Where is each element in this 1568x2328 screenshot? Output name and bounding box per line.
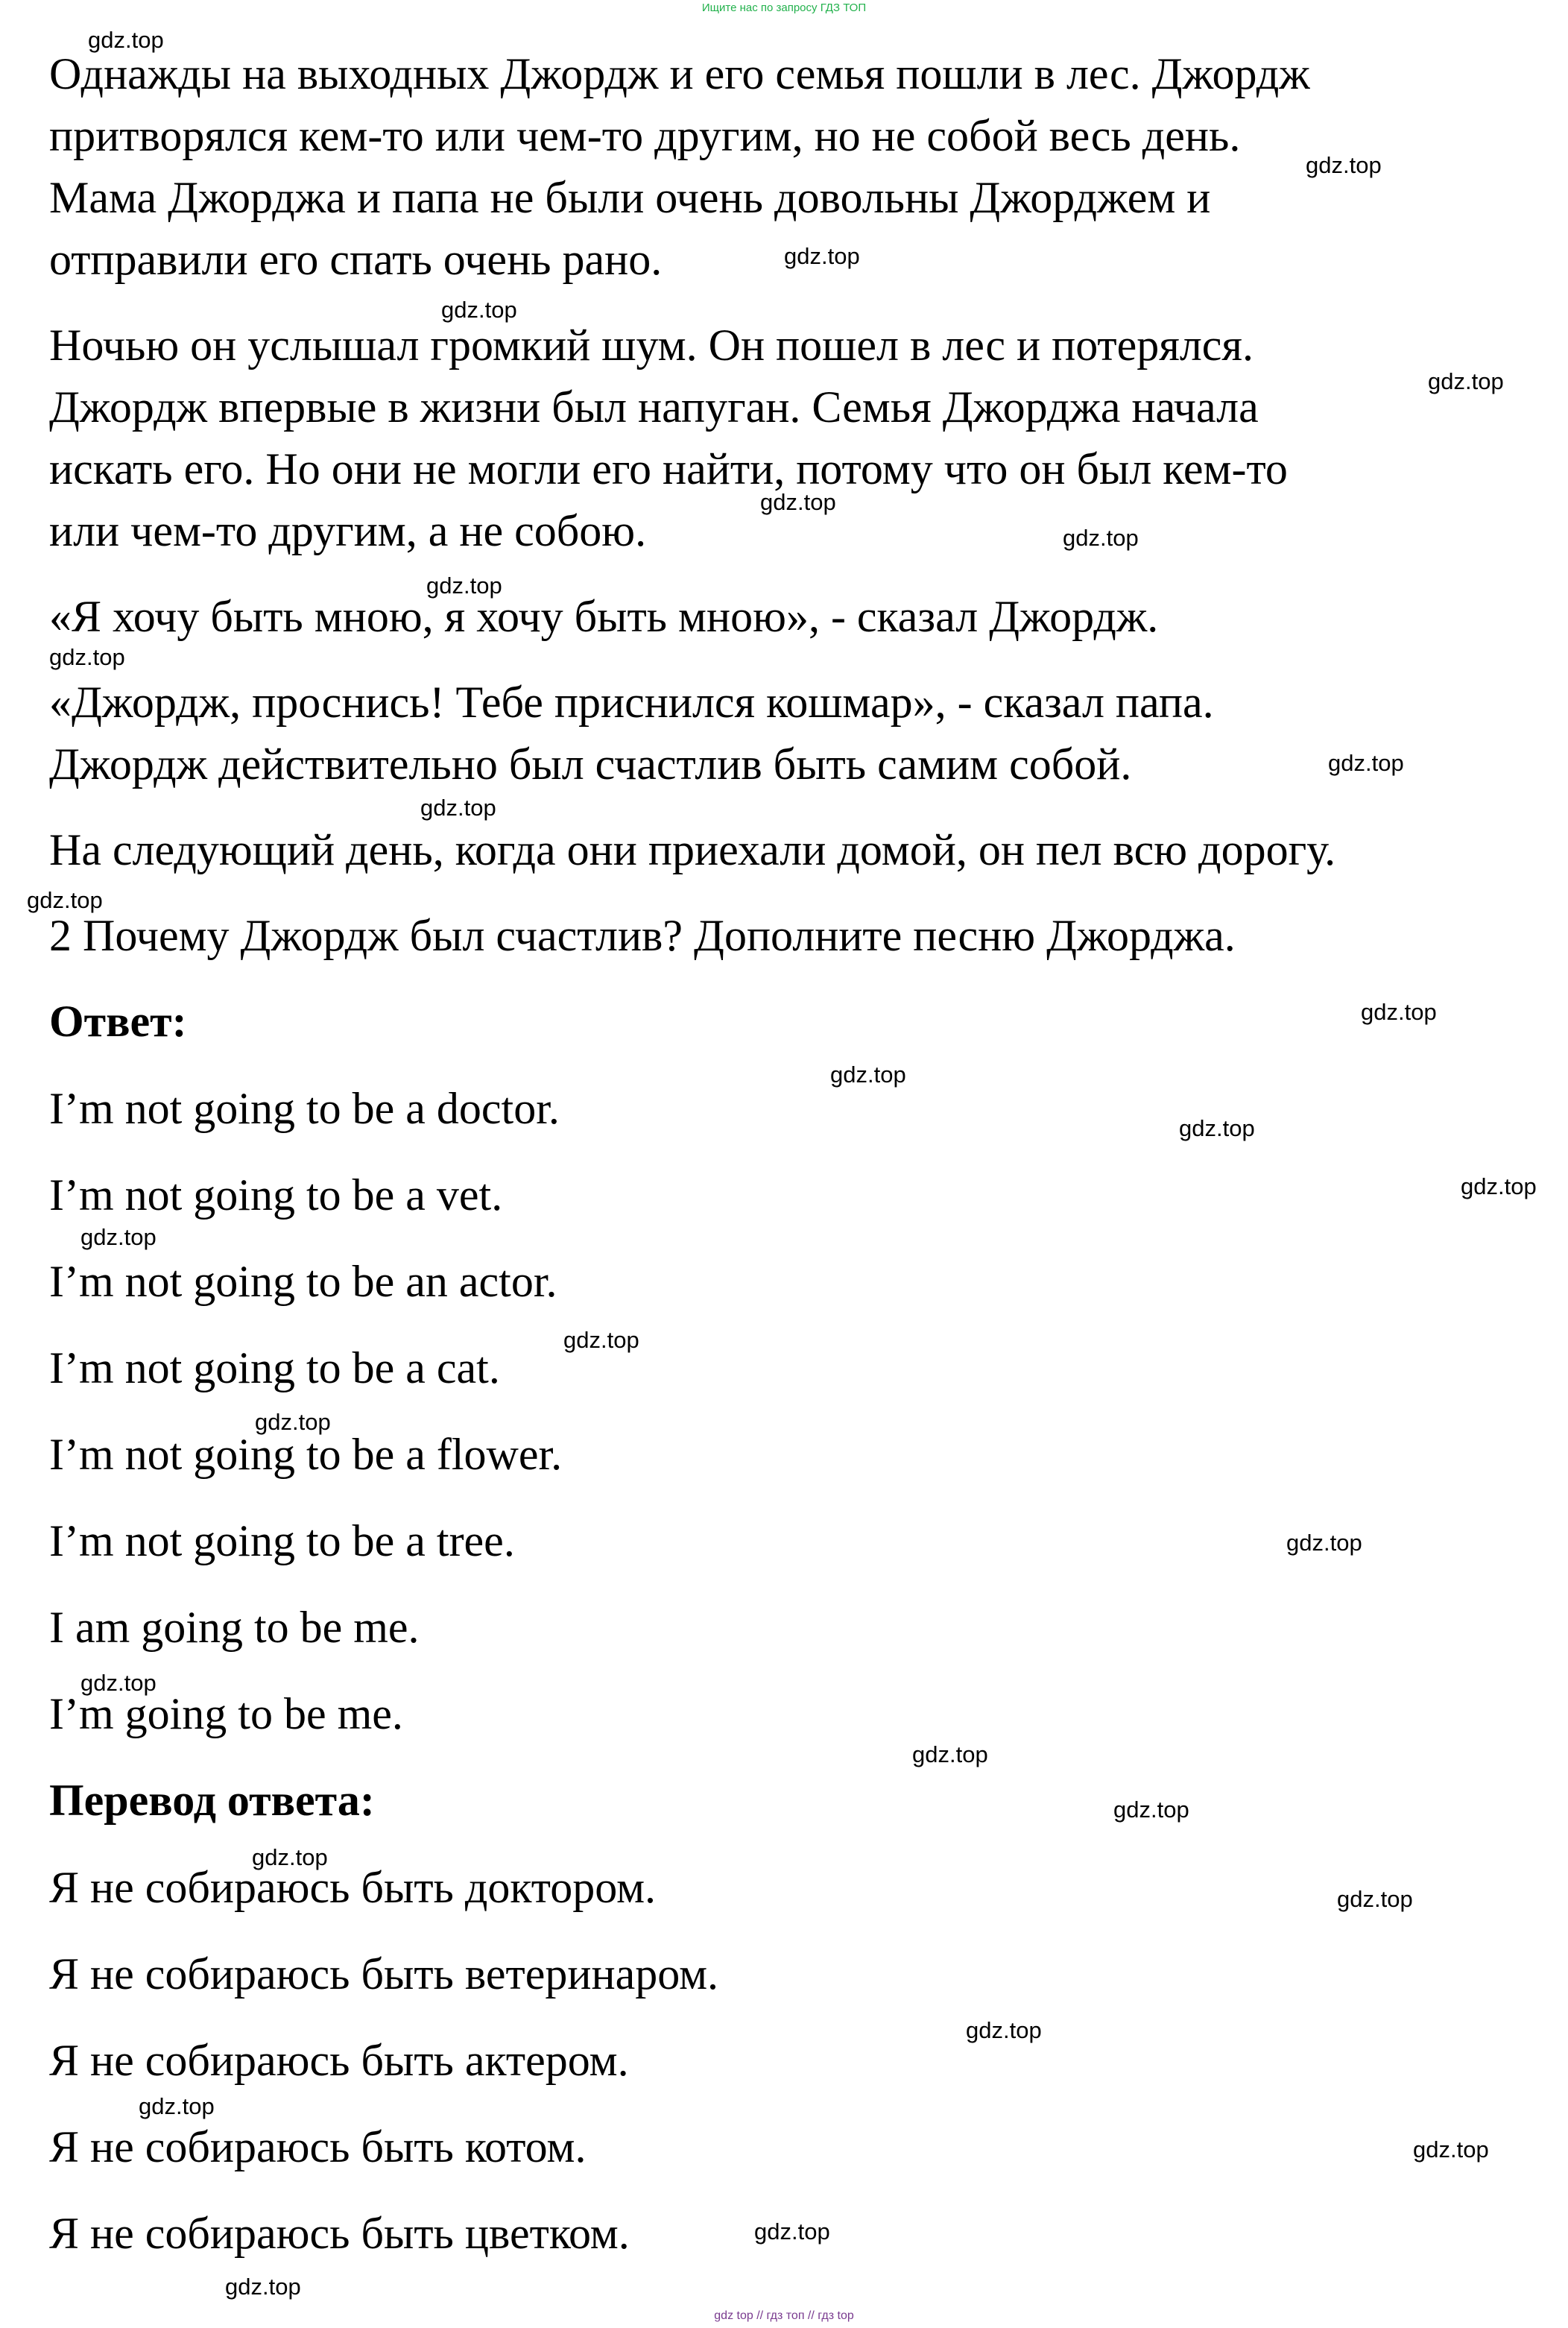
translation-line: Я не собираюсь быть котом.: [49, 2122, 587, 2171]
watermark: gdz.top: [441, 297, 517, 323]
text-line: Джордж впервые в жизни был напуган. Семья Джорджа начала: [49, 382, 1259, 432]
translation-list: [49, 1857, 1540, 2265]
story-paragraph-5: [49, 819, 1540, 881]
answer-line: I’m going to be me.: [49, 1689, 403, 1738]
text-line: Джордж действительно был счастлив быть самим собой.: [49, 739, 1132, 789]
text-line: «Джордж, проснись! Тебе приснился кошмар», - сказал папа.: [49, 678, 1214, 727]
text-line: Ночью он услышал громкий шум. Он пошел в лес и потерялся.: [49, 321, 1254, 370]
text-line: искать его. Но они не могли его найти, потому что он был кем-то: [49, 444, 1288, 493]
answer-line: I’m not going to be a tree.: [49, 1516, 515, 1565]
translation-line: Я не собираюсь быть цветком.: [49, 2209, 630, 2258]
watermark: gdz.top: [1328, 750, 1404, 776]
answer-line: I’m not going to be a flower.: [49, 1430, 563, 1479]
text-line: Однажды на выходных Джордж и его семья пошли в лес. Джордж: [49, 49, 1310, 98]
watermark: gdz.top: [912, 1741, 988, 1767]
answer-line: I am going to be me.: [49, 1603, 420, 1652]
watermark: gdz.top: [49, 644, 125, 670]
watermark: gdz.top: [784, 243, 860, 269]
watermark: gdz.top: [1286, 1530, 1362, 1556]
watermark: gdz.top: [225, 2274, 301, 2300]
task-text: 2 Почему Джордж был счастлив? Дополните песню Джорджа.: [49, 911, 1236, 960]
watermark: gdz.top: [420, 795, 496, 821]
top-banner: Ищите нас по запросу ГДЗ ТОП: [701, 1, 867, 14]
story-paragraph-4: [49, 672, 1540, 795]
watermark: gdz.top: [255, 1409, 331, 1435]
watermark: gdz.top: [1413, 2136, 1489, 2163]
answer-line: I’m not going to be a cat.: [49, 1343, 500, 1392]
watermark: gdz.top: [1306, 152, 1382, 178]
watermark: gdz.top: [88, 27, 164, 53]
document-body: [49, 43, 1540, 2289]
watermark: gdz.top: [1337, 1886, 1413, 1912]
answer-line: I’m not going to be a doctor.: [49, 1084, 560, 1133]
text-line: притворялся кем-то или чем-то другим, но не собой весь день.: [49, 111, 1241, 160]
text-line: На следующий день, когда они приехали домой, он пел всю дорогу.: [49, 825, 1336, 874]
watermark: gdz.top: [1063, 525, 1139, 551]
watermark: gdz.top: [1113, 1797, 1189, 1823]
text-line: или чем-то другим, а не собою.: [49, 506, 647, 555]
answer-heading: Ответ:: [49, 997, 187, 1046]
watermark: gdz.top: [1461, 1173, 1537, 1199]
watermark: gdz.top: [1361, 999, 1437, 1025]
translation-line: Я не собираюсь быть ветеринаром.: [49, 1949, 719, 1999]
text-line: отправили его спать очень рано.: [49, 235, 663, 284]
translation-line: Я не собираюсь быть доктором.: [49, 1863, 657, 1912]
watermark: gdz.top: [252, 1844, 328, 1870]
answer-line: I’m not going to be a vet.: [49, 1170, 503, 1220]
watermark: gdz.top: [1428, 368, 1504, 394]
watermark: gdz.top: [27, 887, 103, 913]
task-prompt: [49, 905, 1540, 967]
text-line: «Я хочу быть мною, я хочу быть мною», - сказал Джордж.: [49, 592, 1159, 641]
watermark: gdz.top: [80, 1224, 157, 1250]
footer-watermark: gdz top // гдз топ // гдз top: [714, 2309, 854, 2322]
watermark: gdz.top: [754, 2218, 830, 2245]
watermark: gdz.top: [830, 1062, 906, 1088]
watermark: gdz.top: [139, 2093, 215, 2119]
translation-line: Я не собираюсь быть актером.: [49, 2036, 629, 2085]
watermark: gdz.top: [563, 1327, 639, 1353]
watermark: gdz.top: [426, 572, 502, 599]
story-paragraph-3: [49, 586, 1540, 648]
answer-line: I’m not going to be an actor.: [49, 1257, 557, 1306]
watermark: gdz.top: [760, 489, 836, 515]
text-line: Мама Джорджа и папа не были очень довольны Джорджем и: [49, 173, 1211, 222]
watermark: gdz.top: [1179, 1115, 1255, 1141]
watermark: gdz.top: [966, 2017, 1042, 2043]
story-paragraph-2: [49, 315, 1540, 562]
translation-heading: Перевод ответа:: [49, 1776, 375, 1825]
watermark: gdz.top: [80, 1670, 157, 1696]
